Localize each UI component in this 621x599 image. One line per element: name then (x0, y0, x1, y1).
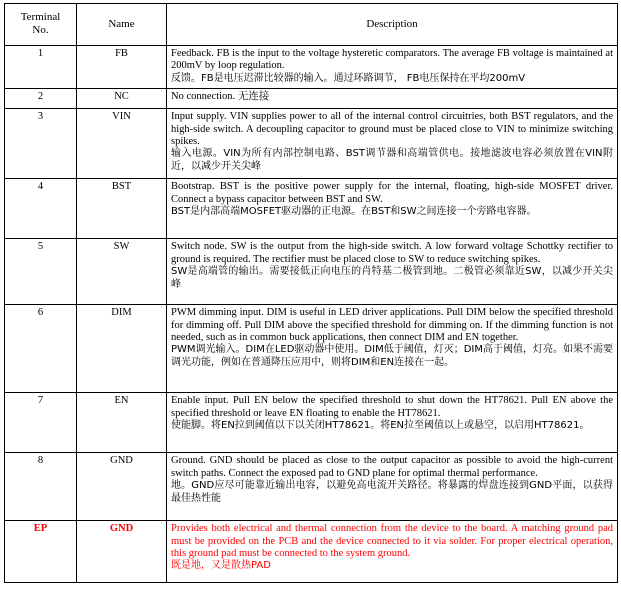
cell-pin-name: SW (77, 239, 167, 305)
cell-description (167, 109, 618, 179)
pin-description-table (4, 3, 618, 583)
column-header-name: Name (77, 4, 167, 46)
cell-terminal-no: 8 (5, 453, 77, 521)
cell-pin-name: VIN (77, 109, 167, 179)
cell-description (167, 453, 618, 521)
description-english: PWM dimming input. DIM is useful in LED driver applications. Pull DIM below the specified threshold for dimming off. Pull DIM above the specified threshold for dimming on. If the dimming function is not needed, such as in common buck applications, then connect DIM and EN together. (171, 307, 613, 343)
cell-description (167, 179, 618, 239)
description-english: Input supply. VIN supplies power to all of the internal control circuitries, both BST regulators, and the high-side switch. A decoupling capacitor to ground must be placed close to VIN to minimize switching spikes. (171, 111, 613, 147)
cell-pin-name: GND (77, 521, 167, 583)
description-english: Switch node. SW is the output from the high-side switch. A low forward voltage Schottky rectifier to ground is required. The rectifier must be placed close to SW to reduce switching spikes. (171, 241, 613, 265)
table-header (5, 4, 618, 46)
cell-terminal-no: 6 (5, 305, 77, 393)
cell-terminal-no: EP (5, 521, 77, 583)
cell-terminal-no: 2 (5, 89, 77, 109)
cell-description (167, 305, 618, 393)
cell-pin-name: BST (77, 179, 167, 239)
description-english: Feedback. FB is the input to the voltage hysteretic comparators. The average FB voltage is maintained at 200mV by loop regulation. (171, 48, 613, 72)
description-english: Provides both electrical and thermal connection from the device to the board. A matching ground pad must be provided on the PCB and the device connected to it via solder. For proper electrical operation, this ground pad must be connected to the system ground. (171, 523, 613, 559)
terminal-header-line2: No. (32, 24, 49, 36)
description-chinese: BST是内部高端MOSFET驱动器的正电源。在BST和SW之间连接一个旁路电容器。 (171, 206, 537, 217)
description-chinese: SW是高端管的输出。需要接低正向电压的肖特基二极管到地。二极管必须靠近SW，以减少开关尖峰 (171, 266, 613, 290)
table-row (5, 393, 618, 453)
table-header-row (5, 4, 618, 46)
table-row-exposed-pad (5, 521, 618, 583)
cell-terminal-no: 1 (5, 46, 77, 89)
table-row (5, 46, 618, 89)
cell-terminal-no: 3 (5, 109, 77, 179)
description-chinese: 反馈。FB是电压迟滞比较器的输入。通过环路调节， FB电压保持在平均200mV (171, 72, 526, 84)
table-row (5, 89, 618, 109)
table-row (5, 109, 618, 179)
table-row (5, 239, 618, 305)
description-chinese: 地。GND应尽可能靠近输出电容，以避免高电流开关路径。将暴露的焊盘连接到GND平面，以获得最佳热性能 (171, 480, 613, 504)
description-chinese: 既是地，又是散热PAD (171, 560, 271, 572)
description-chinese: 使能脚。将EN拉到阈值以下以关闭HT78621。将EN拉至阈值以上或悬空，以启用HT78621。 (171, 420, 590, 431)
description-english: No connection. 无连接 (171, 91, 270, 103)
cell-description (167, 521, 618, 583)
cell-terminal-no: 5 (5, 239, 77, 305)
cell-description (167, 46, 618, 89)
terminal-header-line1: Terminal (20, 11, 61, 24)
column-header-terminal-no (5, 4, 77, 46)
column-header-description: Description (167, 4, 618, 46)
cell-pin-name: NC (77, 89, 167, 109)
description-english: Ground. GND should be placed as close to the output capacitor as possible to avoid the high-current switch paths. Connect the exposed pad to GND plane for optimal thermal performance. (171, 455, 613, 479)
table-row (5, 179, 618, 239)
cell-pin-name: FB (77, 46, 167, 89)
cell-description (167, 393, 618, 453)
table-row (5, 305, 618, 393)
cell-terminal-no: 7 (5, 393, 77, 453)
table-row (5, 453, 618, 521)
cell-pin-name: EN (77, 393, 167, 453)
cell-terminal-no: 4 (5, 179, 77, 239)
cell-pin-name: DIM (77, 305, 167, 393)
description-english: Bootstrap. BST is the positive power supply for the internal, floating, high-side MOSFET driver. Connect a bypass capacitor between BST and SW. (171, 181, 613, 205)
description-chinese: PWM调光输入。DIM在LED驱动器中使用。DIM低于阈值，灯灭；DIM高于阈值，灯亮。如果不需要调光功能，例如在普通降压应用中，则将DIM和EN连接在一起。 (171, 344, 613, 368)
cell-description (167, 239, 618, 305)
cell-pin-name: GND (77, 453, 167, 521)
description-chinese: 输入电源。VIN为所有内部控制电路、BST调节器和高端管供电。接地滤波电容必须放置在VIN附近，以减少开关尖峰 (171, 148, 613, 172)
cell-description (167, 89, 618, 109)
description-english: Enable input. Pull EN below the specified threshold to shut down the HT78621. Pull EN above the specified threshold or leave EN floating to enable the HT78621. (171, 395, 613, 419)
table-body (5, 46, 618, 583)
